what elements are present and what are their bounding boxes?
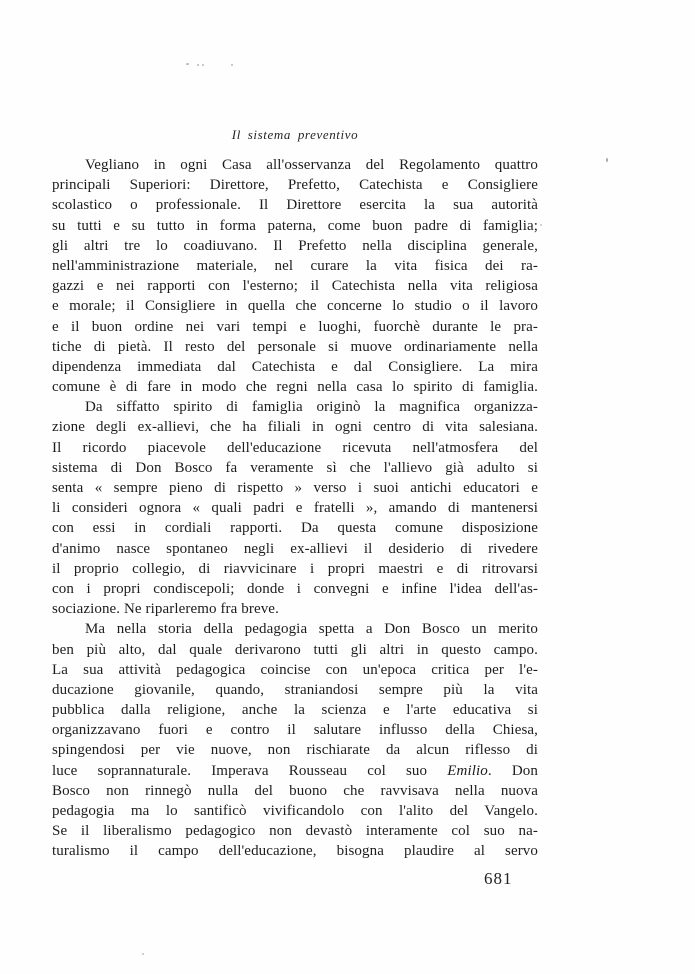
text-line: e il buon ordine nei vari tempi e luoghi, fuorchè durante le pra- bbox=[52, 318, 538, 335]
text-line: con essi in cordiali rapporti. Da questa comune disposizione bbox=[52, 520, 538, 537]
page-number: 681 bbox=[484, 869, 513, 888]
text-line: scolastico o professionale. Il Direttore esercita la sua autorità bbox=[52, 197, 538, 214]
paragraph bbox=[52, 397, 538, 619]
text-line: turalismo il campo dell'educazione, bisogna plaudire al servo bbox=[52, 843, 538, 860]
text-line: ducazione giovanile, quando, straniandosi sempre più la vita bbox=[52, 681, 538, 698]
text-line: sociazione. Ne riparleremo fra breve. bbox=[52, 601, 279, 618]
text-line: nell'amministrazione materiale, nel curare la vita fisica dei ra- bbox=[52, 257, 538, 274]
text-line: luce soprannaturale. Imperava Rousseau col suo Emilio. Don bbox=[52, 762, 538, 779]
text-line: pedagogia ma lo santificò vivificandolo con l'alito del Vangelo. bbox=[52, 803, 538, 819]
scan-artifact bbox=[202, 64, 204, 66]
text-line: ben più alto, dal quale derivarono tutti gli altri in questo campo. bbox=[52, 641, 538, 658]
text-line: e morale; il Consigliere in quella che concerne lo studio o il lavoro bbox=[52, 298, 538, 315]
scan-artifact bbox=[606, 158, 608, 162]
text-line: tiche di pietà. Il resto del personale si muove ordinariamente nella bbox=[52, 338, 538, 355]
running-head: Il sistema preventivo bbox=[231, 127, 359, 142]
text-line: gazzi e nei rapporti con l'esterno; il Catechista nella vita religiosa bbox=[52, 278, 538, 295]
text-line: con i propri condiscepoli; donde i convegni e infine l'idea dell'as- bbox=[52, 580, 538, 597]
scan-artifact bbox=[186, 63, 189, 65]
text-line: li consideri ognora « quali padri e fratelli », amando di mantenersi bbox=[52, 500, 538, 517]
paragraph bbox=[52, 155, 538, 397]
text-line: Ma nella storia della pedagogia spetta a Don Bosco un merito bbox=[85, 621, 538, 638]
text-line: il proprio collegio, di riavvicinare i propri maestri e di ritrovarsi bbox=[52, 560, 538, 577]
text-line: su tutti e su tutto in forma paterna, come buon padre di famiglia; bbox=[52, 217, 538, 234]
text-line: Il ricordo piacevole dell'educazione ricevuta nell'atmosfera del bbox=[52, 439, 538, 456]
text-line: La sua attività pedagogica coincise con un'epoca critica per l'e- bbox=[52, 661, 538, 678]
text-line: Vegliano in ogni Casa all'osservanza del Regolamento quattro bbox=[85, 157, 538, 173]
text-line: Bosco non rinnegò nulla del buono che ravvisava nella nuova bbox=[52, 782, 538, 799]
text-line: senta « sempre pieno di rispetto » verso i suoi antichi educatori e bbox=[52, 480, 538, 496]
paragraph bbox=[52, 619, 538, 861]
text-line: Se il liberalismo pedagogico non devastò interamente col suo na- bbox=[52, 823, 538, 840]
text-line: comune è di fare in modo che regni nella casa lo spirito di famiglia. bbox=[52, 379, 538, 396]
text-line: spingendosi per vie nuove, non rischiarate da alcun riflesso di bbox=[52, 742, 538, 759]
text-line: zione degli ex-allievi, che ha filiali in ogni centro di vita salesiana. bbox=[52, 419, 538, 436]
text-line: sistema di Don Bosco fa veramente sì che l'allievo già adulto si bbox=[52, 459, 538, 476]
scan-artifact bbox=[540, 224, 542, 226]
text-line: pubblica dalla religione, anche la scienza e l'arte educativa si bbox=[52, 702, 538, 719]
text-block bbox=[52, 155, 538, 862]
text-line: Da siffatto spirito di famiglia originò la magnifica organizza- bbox=[85, 399, 538, 416]
text-line: dipendenza immediata dal Catechista e dal Consigliere. La mira bbox=[52, 358, 538, 375]
scan-artifact bbox=[142, 953, 144, 955]
text-line: d'animo nasce spontaneo negli ex-allievi il desiderio di rivedere bbox=[52, 540, 538, 557]
text-line: principali Superiori: Direttore, Prefetto, Catechista e Consigliere bbox=[52, 177, 538, 194]
scan-artifact bbox=[231, 64, 233, 66]
text-line: organizzavano fuori e contro il salutare influsso della Chiesa, bbox=[52, 722, 538, 739]
text-line: gli altri tre lo coadiuvano. Il Prefetto nella disciplina generale, bbox=[52, 237, 538, 254]
scan-artifact bbox=[197, 64, 199, 66]
